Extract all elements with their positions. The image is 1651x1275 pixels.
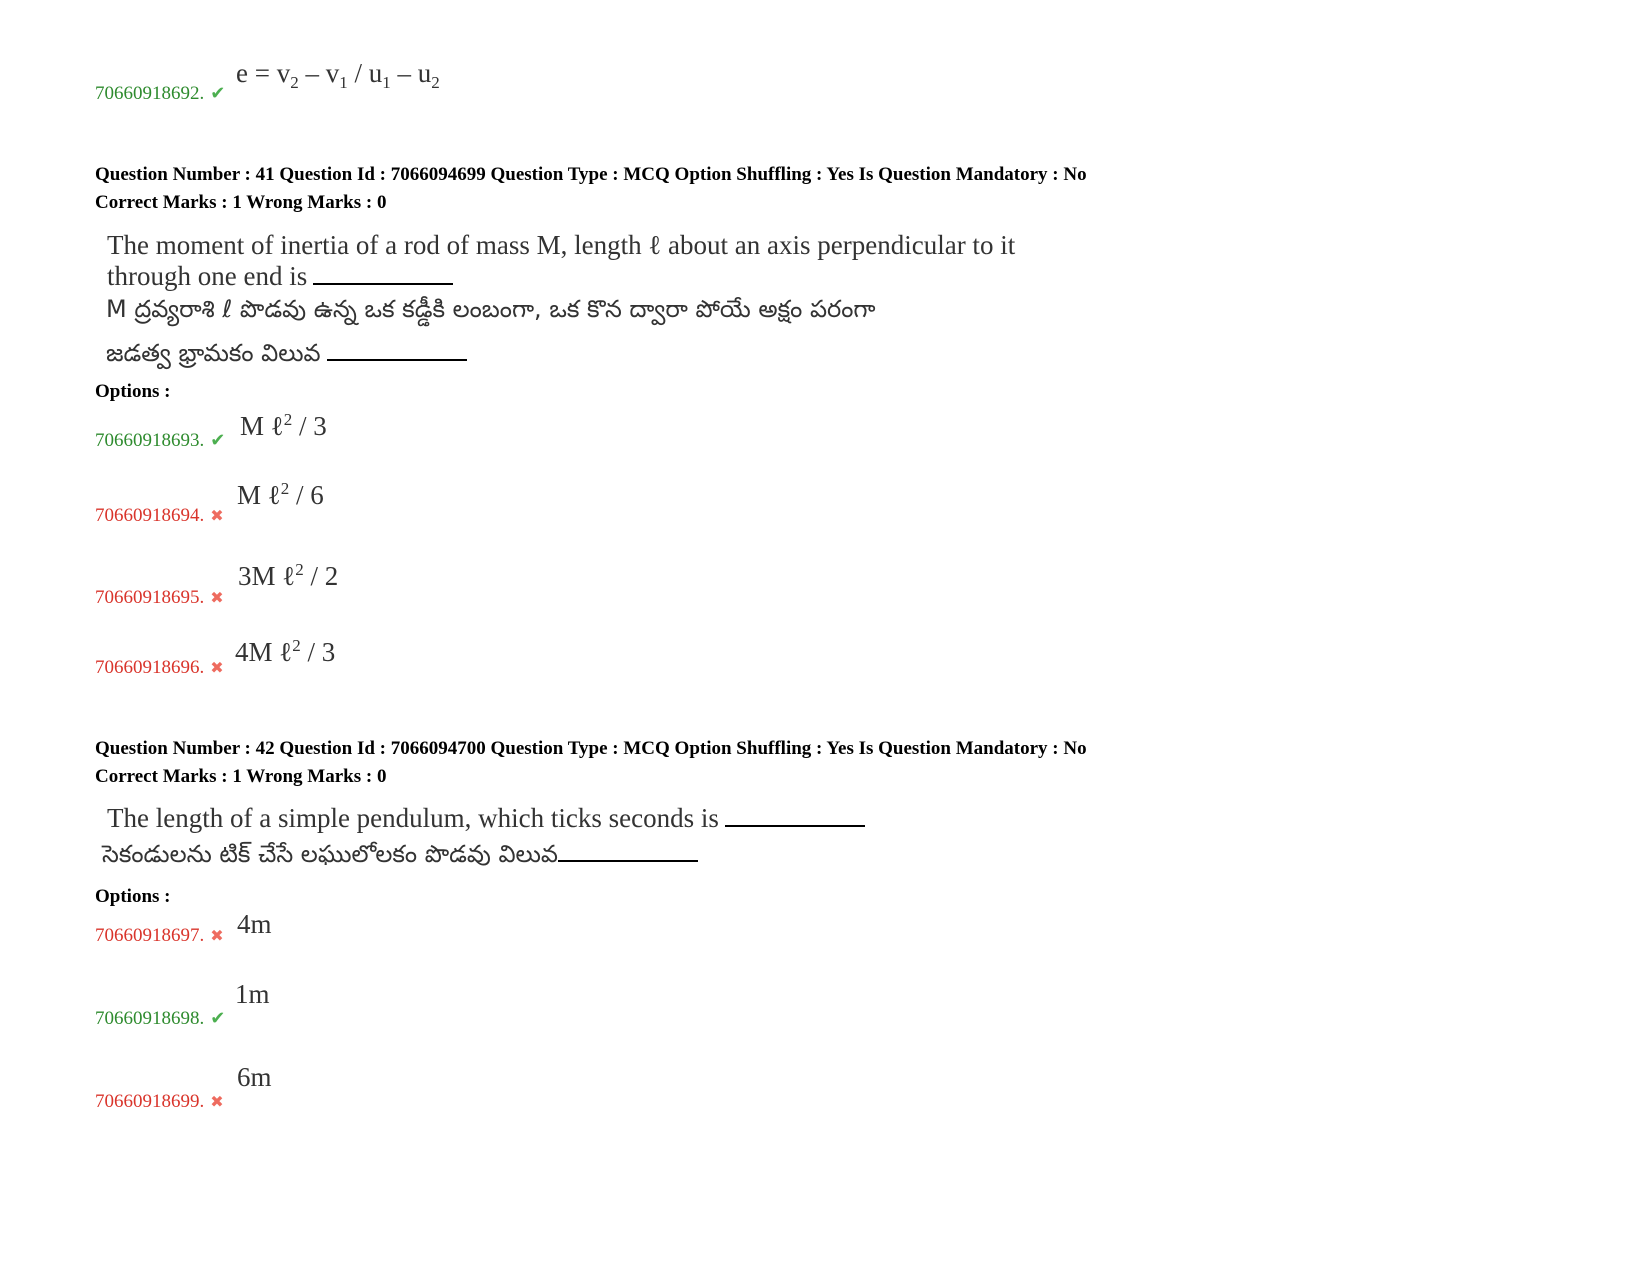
prev-option-formula: $e = v_2 - v_1 / u_1 - u_2$ [236, 58, 440, 92]
q42-meta-line2: Correct Marks : 1 Wrong Marks : 0 [95, 766, 387, 787]
q41-meta-line2: Correct Marks : 1 Wrong Marks : 0 [95, 192, 387, 213]
q42-text-te-line1: సెకండులను టిక్ చేసే లఘులోలకం పొడవు విలువ [102, 840, 698, 874]
answer-blank [725, 824, 865, 827]
check-icon: ✔ [210, 1008, 226, 1029]
q41-option-2-id: 70660918694. ✖ [95, 505, 224, 526]
q41-text-te-line2: జడత్వ భ్రామకం విలువ [106, 339, 467, 373]
q41-meta-line1: Question Number : 41 Question Id : 7066094699 Question Type : MCQ Option Shuffling : Yes Is Question Mandatory : No [95, 164, 1087, 185]
q42-text-en-line1: The length of a simple pendulum, which ticks seconds is [107, 803, 865, 834]
q42-meta [95, 735, 1087, 791]
answer-blank [313, 282, 453, 285]
answer-blank [558, 859, 698, 862]
q41-text-te-line1: M ద్రవ్యరాశి ℓ పొడవు ఉన్న ఒక కడ్డీకి లంబంగా, ఒక కొన ద్వారా పోయే అక్షం పరంగా [106, 295, 876, 323]
q42-option-2-id: 70660918698. ✔ [95, 1008, 226, 1029]
q41-option-4-text: 4M ℓ$^2$ / 3 [235, 636, 336, 667]
q41-option-1-id: 70660918693. ✔ [95, 430, 226, 451]
q42-options-label: Options : [95, 886, 171, 907]
check-icon: ✔ [210, 83, 226, 104]
prev-option-id: 70660918692. ✔ [95, 83, 226, 104]
q42-option-3-id: 70660918699. ✖ [95, 1091, 224, 1112]
q41-options-label: Options : [95, 381, 171, 402]
q41-text-en-line1: The moment of inertia of a rod of mass M, length ℓ about an axis perpendicular to it [107, 230, 1016, 260]
q41-option-2-text: M ℓ$^2$ / 6 [237, 479, 324, 510]
answer-blank [327, 358, 467, 361]
q41-option-4-id: 70660918696. ✖ [95, 657, 224, 678]
q41-option-3-text: 3M ℓ$^2$ / 2 [238, 560, 339, 591]
q42-meta-line1: Question Number : 42 Question Id : 7066094700 Question Type : MCQ Option Shuffling : Yes Is Question Mandatory : No [95, 738, 1087, 759]
cross-icon: ✖ [210, 926, 224, 945]
q41-option-1-text: M ℓ$^2$ / 3 [240, 410, 327, 441]
q42-option-3-text: 6m [237, 1062, 272, 1092]
q41-text-en-line2: through one end is [107, 261, 1015, 292]
q41-option-3-id: 70660918695. ✖ [95, 587, 224, 608]
q42-option-1-text: 4m [237, 909, 272, 939]
cross-icon: ✖ [210, 658, 224, 677]
check-icon: ✔ [210, 430, 226, 451]
q41-meta [95, 161, 1087, 217]
q42-option-2-text: 1m [235, 979, 270, 1009]
cross-icon: ✖ [210, 1092, 224, 1111]
cross-icon: ✖ [210, 506, 224, 525]
cross-icon: ✖ [210, 588, 224, 607]
q42-option-1-id: 70660918697. ✖ [95, 925, 224, 946]
q41-question-text [107, 230, 1015, 292]
